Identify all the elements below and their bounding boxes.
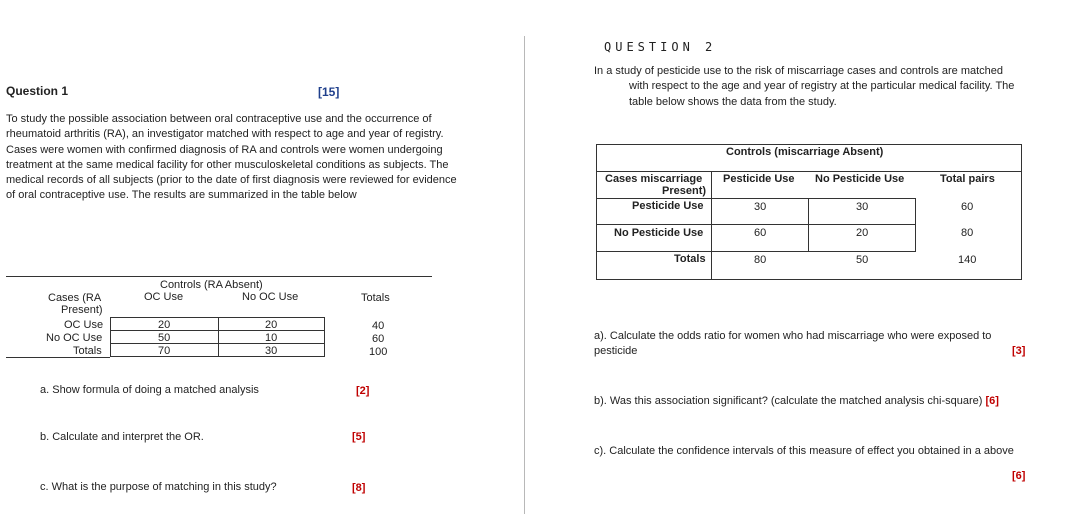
q1-col-totals: Totals — [361, 292, 390, 304]
q2-cell: 50 — [856, 254, 869, 266]
q1-title: Question 1 — [6, 84, 69, 98]
q1-controls-header: Controls (RA Absent) — [160, 279, 263, 291]
q2-row-total: 140 — [958, 254, 977, 266]
q2-cell: 80 — [754, 254, 767, 266]
q1-question-b-marks: [5] — [352, 431, 366, 443]
q2-question-b — [594, 395, 999, 407]
q1-cases-header-2: Present) — [61, 304, 103, 316]
q2-grid-mid-1 — [596, 224, 916, 225]
q2-grid-mid-2 — [596, 251, 916, 252]
q1-cell: 30 — [265, 345, 278, 357]
q2-row-total: 60 — [961, 201, 974, 213]
column-divider — [524, 36, 525, 514]
q1-col-no-oc-use: No OC Use — [242, 291, 299, 303]
q2-question-a-marks: [3] — [1012, 345, 1026, 357]
q2-question-c: c). Calculate the confidence intervals of this measure of effect you obtained in a above — [594, 445, 1014, 457]
q1-cell: 20 — [265, 319, 278, 331]
q1-grid-hdivider-2 — [110, 343, 325, 344]
q2-frame-left — [596, 172, 597, 280]
q1-cell: 10 — [265, 332, 278, 344]
q1-cell: 70 — [158, 345, 171, 357]
q1-row-label-no-oc-use: No OC Use — [46, 332, 103, 344]
q2-row-label-totals: Totals — [674, 253, 706, 265]
q2-col-pesticide-use: Pesticide Use — [723, 173, 795, 185]
q1-row-total: 100 — [369, 346, 388, 358]
q1-question-c: c. What is the purpose of matching in this study? — [40, 481, 277, 493]
q2-question-b-marks: [6] — [985, 395, 999, 407]
q1-question-a-marks: [2] — [356, 385, 370, 397]
q2-question-a-line-1: a). Calculate the odds ratio for women who had miscarriage who were exposed to — [594, 330, 992, 342]
q1-cell: 20 — [158, 319, 171, 331]
q2-paragraph-line-2: with respect to the age and year of registry at the particular medical facility. The — [629, 80, 1015, 92]
q1-row-total: 40 — [372, 320, 385, 332]
q2-cell: 60 — [754, 227, 767, 239]
q1-cases-header-1: Cases (RA — [48, 292, 102, 304]
q1-paragraph: To study the possible association between oral contraceptive use and the occurrence of rheumatoid arthritis (RA), an investigator matched with respect to age and year of registry. Cases were women with confirmed diagnosis of RA and controls were women undergoing treatment at the same medical facility for other musculoskeletal conditions as subjects. The medical records of all subjects (prior to the date of first diagnosis were reviewed for evidence of oral contraceptive use. The results are summarized in the table below — [6, 113, 457, 202]
q1-table-bottom-rule — [6, 357, 110, 358]
q1-cell: 50 — [158, 332, 171, 344]
q2-cases-header-2: Present) — [662, 185, 707, 197]
q2-frame-bottom — [596, 279, 1022, 280]
q2-cases-header-1: Cases miscarriage — [605, 173, 703, 185]
q2-cell: 30 — [856, 201, 869, 213]
q1-col-oc-use: OC Use — [144, 291, 184, 303]
q1-grid-hdivider-1 — [110, 330, 325, 331]
q1-row-total: 60 — [372, 333, 385, 345]
q1-grid-vdivider — [218, 317, 219, 357]
q2-row-total: 80 — [961, 227, 974, 239]
q2-col-total-pairs: Total pairs — [940, 173, 995, 185]
q1-question-a: a. Show formula of doing a matched analysis — [40, 384, 259, 396]
q2-cell: 20 — [856, 227, 869, 239]
q2-row-label-pesticide-use: Pesticide Use — [632, 200, 704, 212]
q2-question-a-line-2: pesticide — [594, 345, 638, 357]
q2-grid-col-divider — [808, 198, 809, 252]
q1-row-label-totals: Totals — [73, 345, 102, 357]
q2-cell: 30 — [754, 201, 767, 213]
q1-question-b: b. Calculate and interpret the OR. — [40, 431, 204, 443]
q1-question-c-marks: [8] — [352, 482, 366, 494]
q1-row-label-oc-use: OC Use — [64, 319, 104, 331]
q1-marks: [15] — [318, 85, 340, 99]
q2-paragraph-line-1: In a study of pesticide use to the risk of miscarriage cases and controls are matched — [594, 65, 1004, 77]
q2-question-c-marks: [6] — [1012, 470, 1026, 482]
q2-title: QUESTION 2 — [604, 40, 717, 54]
q2-controls-header: Controls (miscarriage Absent) — [726, 146, 884, 158]
q2-frame-right — [1021, 172, 1022, 280]
q2-question-b-text: b). Was this association significant? (calculate the matched analysis chi-square) — [594, 395, 983, 407]
q2-grid-top — [596, 198, 916, 199]
q2-row-label-no-pesticide-use: No Pesticide Use — [614, 227, 704, 239]
q2-label-col-divider — [711, 172, 712, 280]
q2-col-no-pesticide-use: No Pesticide Use — [815, 173, 905, 185]
q1-table-top-rule — [6, 276, 432, 277]
q2-paragraph-line-3: table below shows the data from the study. — [629, 96, 837, 108]
q2-grid-right — [915, 198, 916, 252]
